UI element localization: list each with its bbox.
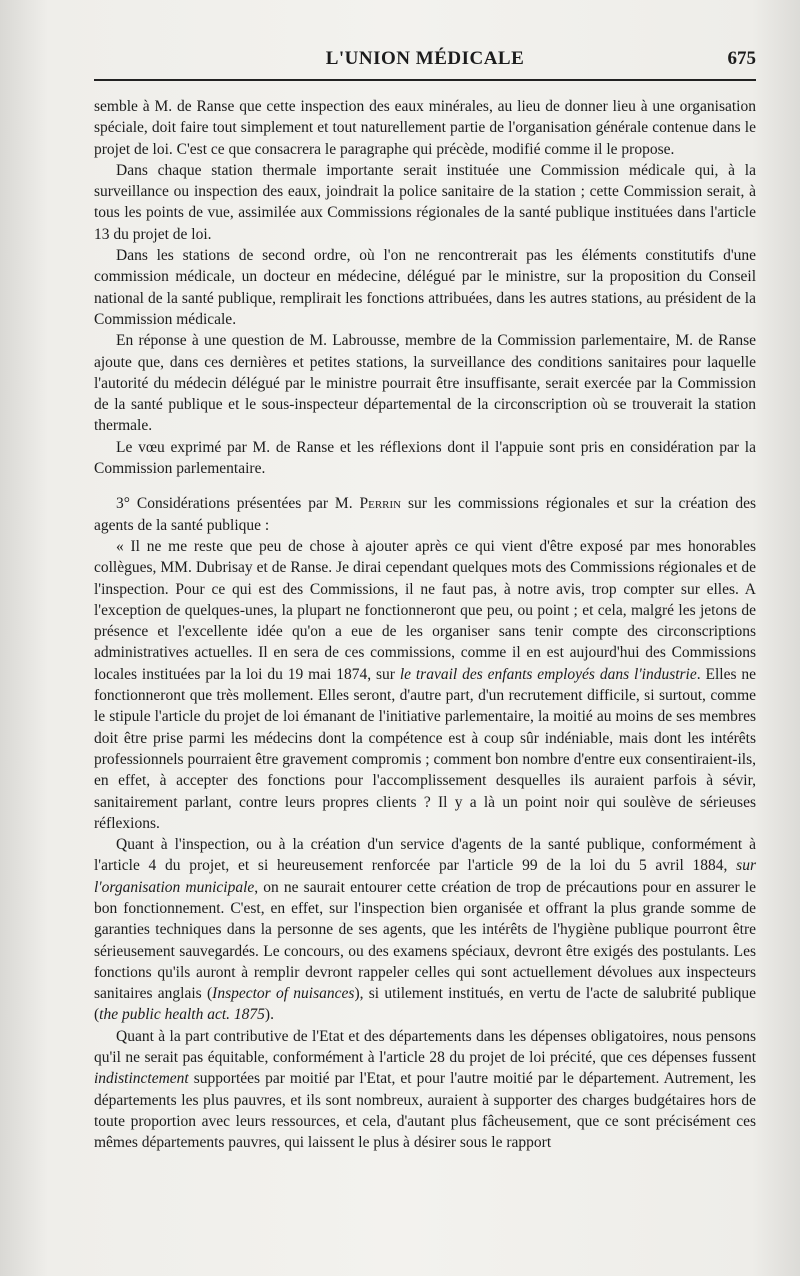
law-title-italic-2: sur l'organisation municipale: [94, 857, 756, 896]
p8-text-c: ), si utilement institués, en vertu de l'acte de salubrité publique (: [94, 985, 757, 1024]
p8-text-d: ).: [264, 1006, 274, 1024]
paragraph-3: Dans les stations de second ordre, où l'on ne rencontrerait pas les éléments constitutifs d'une commission médicale, un docteur en médecine, délégué par le ministre, sur la proposition du Conseil national de la santé publique, remplirait les fonctions attribuées, dans les autres stations, au président de la Commission médicale.: [94, 247, 756, 328]
paragraph-9: [94, 1026, 756, 1154]
p9-text-b: supportées par moitié par l'Etat, et pour l'autre moitié par le département. Autrement, les départements les plus pauvres, et ils sont nombreux, auraient à supporter des charges budgétaires hors de toute proportion avec leurs ressources, et cela, d'autant plus fâcheusement, que ce sont précisément ces mêmes départements pauvres, qui laissent le plus à désirer sous le rapport: [94, 1070, 756, 1152]
article-body: [94, 96, 756, 1154]
p9-text-a: Quant à la part contributive de l'Etat et des départements dans les dépenses obligatoires, nous pensons qu'il ne serait pas équitable, conformément à l'article 28 du projet de loi précité, que ces dépenses fussent: [94, 1027, 756, 1067]
paragraph-6: [94, 493, 756, 536]
header-rule: [94, 79, 756, 81]
paragraph-5: Le vœu exprimé par M. de Ranse et les réflexions dont il l'appuie sont pris en considération par la Commission parlementaire.: [94, 438, 756, 478]
running-title: L'UNION MÉDICALE: [325, 48, 525, 69]
page-header: [94, 48, 756, 78]
paragraph-8: [94, 834, 756, 1026]
p6-text-a: 3° Considérations présentées par M.: [116, 495, 360, 513]
paragraph-4: En réponse à une question de M. Labrousse, membre de la Commission parlementaire, M. de Ranse ajoute que, dans ces dernières et petites stations, la surveillance des conditions sanitaires pour laquelle l'autorité du médecin délégué par le ministre pourrait être insuffisante, serait exercée par la Commission de la santé publique et le sous-inspecteur départemental de la circonscription où se trouverait la station thermale.: [94, 332, 756, 435]
act-title-italic: the public health act. 1875: [99, 1006, 265, 1024]
page-number: 675: [727, 48, 756, 69]
paragraph-7: [94, 536, 756, 834]
p7-text-a: « Il ne me reste que peu de chose à ajouter après ce qui vient d'être exposé par mes honorables collègues, MM. Dubrisay et de Ranse. Je dirai cependant quelques mots des Commissions régionales et de l'inspection. Pour ce qui est des Commissions, il ne faut pas, à notre avis, trop compter sur elles. A l'exception de quelques-unes, la plupart ne fonctionneront que peu, ou point ; et cela, malgré les jetons de présence et l'excellente idée qu'on a eue de les organiser sans tenir compte des circonscriptions administratives actuelles. Il en sera de ces commissions, comme il en est aujourd'hui des Commissions locales instituées par la loi du 19 mai 1874, sur: [94, 537, 756, 683]
paragraph-2: Dans chaque station thermale importante serait instituée une Commission médicale qui, à la surveillance ou inspection des eaux, joindrait la police sanitaire de la station ; cette Commission serait, à tous les points de vue, assimilée aux Commissions régionales de la santé publique instituées dans l'article 13 du projet de loi.: [94, 161, 756, 243]
p8-text-b: , on ne saurait entourer cette création de trop de précautions pour en assurer le bon fonctionnement. C'est, en effet, sur l'inspection bien organisée et offrant la plus grande somme de garanties techniques dans la personne de ses agents, que les intérêts de l'hygiène publique pourront être sérieusement sauvegardés. Le concours, ou des examens spéciaux, devront être exigés des postulants. Les fonctions qu'ils auront à remplir devront rappeler celles qui sont actuellement dévolues aux inspecteurs sanitaires anglais (: [94, 878, 756, 1003]
p7-text-b: . Elles ne fonctionneront que très mollement. Elles seront, d'autre part, d'un recrutement difficile, si surtout, comme le stipule l'article du projet de loi émanant de l'initiative parlementaire, la moitié au moins de ses membres doit être prise parmi les médecins dont la compétence est à coup sûr indéniable, mais dont les intérêts professionnels pourraient être gravement compromis ; comment bon nombre d'entre eux consentiraient-ils, en effet, à accepter des fonctions pour l'accomplissement desquelles ils auraient parfois à sévir, sanitairement parlant, contre leurs propres clients ? Il y a là un point noir qui soulève de sérieuses réflexions.: [94, 665, 757, 832]
p6-text-b: sur les commissions régionales et sur la création des agents de la santé publique :: [94, 495, 756, 534]
english-term-italic: Inspector of nuisances: [212, 985, 355, 1003]
emphasis-italic: indistinctement: [94, 1070, 189, 1088]
section-gap: [94, 479, 756, 493]
law-title-italic: le travail des enfants employés dans l'industrie: [399, 665, 697, 683]
author-name: Perrin: [359, 495, 402, 513]
p8-text-a: Quant à l'inspection, ou à la création d'un service d'agents de la santé publique, conformément à l'article 4 du projet, et si heureusement renforcée par l'article 99 de la loi du 5 avril 1884,: [94, 836, 756, 875]
paragraph-1: semble à M. de Ranse que cette inspection des eaux minérales, au lieu de donner lieu à une organisation spéciale, doit faire tout simplement et tout naturellement partie de l'organisation générale contenue dans le projet de loi. C'est ce que consacrera le paragraphe qui précède, modifié comme il le propose.: [94, 98, 756, 158]
